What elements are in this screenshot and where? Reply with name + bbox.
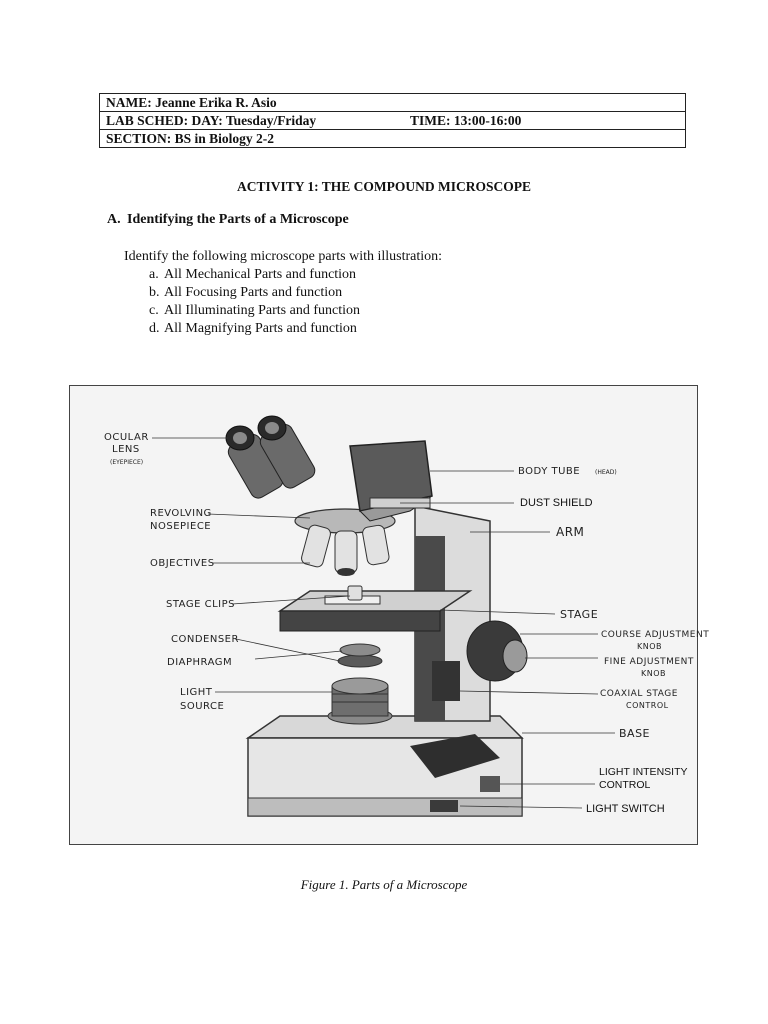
label-light-source-2: SOURCE (180, 701, 225, 712)
lab-sched-row (100, 112, 686, 130)
microscope-base (248, 716, 522, 816)
label-body-tube: BODY TUBE (518, 466, 581, 477)
section-a-heading (107, 212, 349, 228)
label-diaphragm: DIAPHRAGM (167, 657, 233, 668)
label-arm: ARM (556, 525, 585, 539)
list-item (149, 302, 360, 320)
list-item-text: All Mechanical Parts and function (164, 267, 357, 282)
body-tube-head (225, 416, 432, 521)
name-row (100, 94, 686, 112)
label-revolving-nosepiece: REVOLVING (150, 508, 212, 519)
microscope-drawing (70, 386, 710, 846)
instruction-text: Identify the following microscope parts with illustration: (124, 249, 443, 264)
label-stage: STAGE (560, 608, 599, 621)
section-letter: A. (107, 212, 121, 227)
list-marker: c. (149, 303, 159, 318)
list-item-text: All Magnifying Parts and function (164, 321, 357, 336)
student-info-table (99, 93, 686, 148)
list-item (149, 320, 360, 338)
label-revolving-nosepiece-2: NOSEPIECE (150, 521, 212, 532)
label-coaxial-control: CONTROL (626, 701, 669, 710)
label-objectives: OBJECTIVES (150, 558, 215, 569)
activity-title: ACTIVITY 1: THE COMPOUND MICROSCOPE (236, 179, 531, 194)
condenser-icon (338, 655, 382, 667)
list-marker: b. (149, 285, 160, 300)
label-ocular-lens-2: LENS (112, 444, 140, 455)
lab-sched-cell (100, 112, 686, 130)
nosepiece (295, 509, 395, 576)
objective-lens-icon (300, 524, 332, 568)
list-marker: a. (149, 267, 159, 282)
label-body-tube-sub: (HEAD) (595, 469, 617, 476)
objective-lens-icon (335, 531, 357, 573)
figure-caption: Figure 1. Parts of a Microscope (300, 877, 468, 892)
label-eyepiece: (EYEPIECE) (110, 459, 144, 466)
label-fine-knob: KNOB (641, 669, 667, 678)
label-coaxial-stage-control: COAXIAL STAGE (600, 689, 678, 699)
task-list (149, 266, 360, 338)
label-condenser: CONDENSER (171, 634, 239, 645)
list-item (149, 284, 360, 302)
light-intensity-dial-icon (480, 776, 500, 792)
label-intensity-control: CONTROL (599, 779, 651, 791)
section-value: SECTION: BS in Biology 2-2 (100, 130, 686, 148)
list-marker: d. (149, 321, 160, 336)
label-stage-clips: STAGE CLIPS (166, 599, 235, 610)
label-fine-adjustment: FINE ADJUSTMENT (604, 657, 694, 667)
fine-knob-icon (503, 640, 527, 672)
objective-lens-icon (362, 524, 390, 565)
lab-sched-day: LAB SCHED: DAY: Tuesday/Friday (106, 113, 317, 128)
label-light-switch: LIGHT SWITCH (586, 803, 665, 815)
label-ocular-lens: OCULAR (104, 432, 149, 443)
label-coarse-knob: KNOB (637, 642, 663, 651)
label-light-source: LIGHT (180, 687, 213, 698)
light-source (328, 644, 392, 724)
light-switch-icon (430, 800, 458, 812)
list-item-text: All Focusing Parts and function (164, 285, 343, 300)
section-title: Identifying the Parts of a Microscope (127, 212, 349, 227)
section-row (100, 130, 686, 148)
label-light-intensity: LIGHT INTENSITY (599, 766, 688, 778)
label-dust-shield: DUST SHIELD (520, 497, 593, 509)
label-coarse-adjustment: COURSE ADJUSTMENT (601, 630, 710, 640)
microscope-figure (69, 385, 710, 845)
list-item-text: All Illuminating Parts and function (164, 303, 360, 318)
student-name: NAME: Jeanne Erika R. Asio (100, 94, 686, 112)
label-base: BASE (619, 727, 651, 740)
stage-clip-icon (348, 586, 362, 600)
lab-time: TIME: 13:00-16:00 (410, 113, 522, 128)
diaphragm-icon (340, 644, 380, 656)
list-item (149, 266, 360, 284)
